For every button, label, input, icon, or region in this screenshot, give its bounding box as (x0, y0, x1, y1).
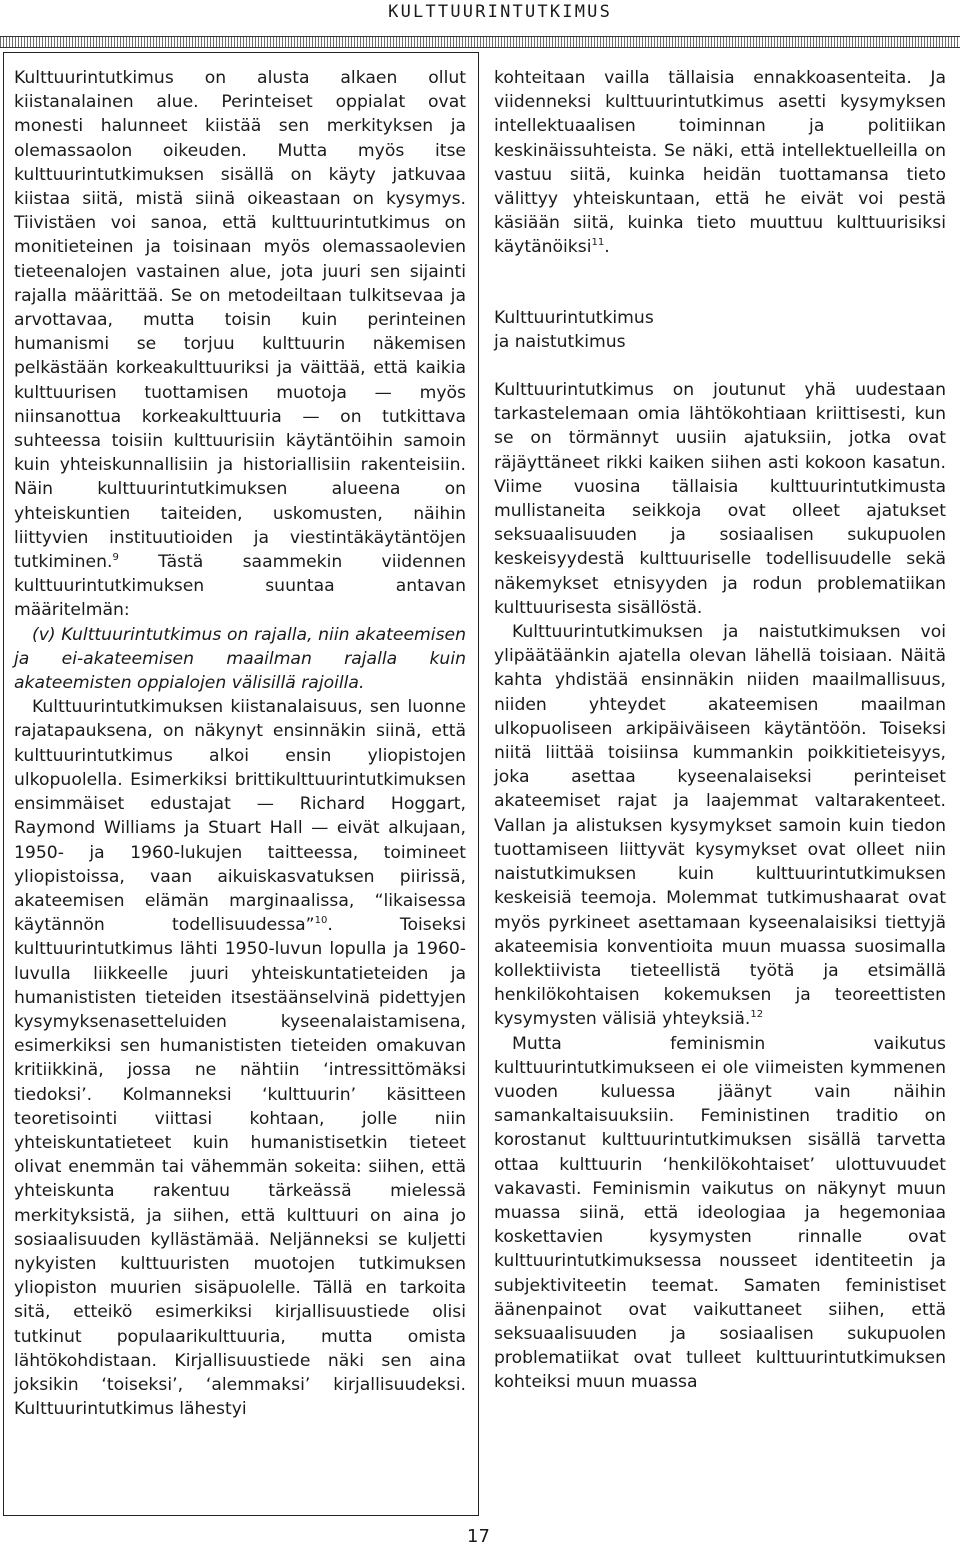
section-heading-line2: ja naistutkimus (494, 331, 626, 352)
footnote-ref-9[interactable]: 9 (112, 552, 119, 564)
paragraph-continued (494, 66, 946, 260)
section-heading (494, 306, 946, 354)
paragraph-contested (14, 695, 466, 1421)
running-title: KULTTUURINTUTKIMUS (388, 2, 612, 22)
header-rule (0, 36, 960, 48)
paragraph-reexamine: Kulttuurintutkimus on joutunut yhä uudestaan tarkastelemaan omia lähtökohtiaan kriittisesti, kun se on törmännyt uusiin ajatuksiin, jotka ovat räjäyttäneet rikki kaiken siihen asti kokoon kasatun. Viime vuosina tällaisia kulttuurintutkimusta mullistaneita seikkoja ovat olleet ajatukset seksuaalisuuden ja sosiaalisen sukupuolen keskeisyydestä kulttuuriselle todellisuudelle sekä näkemykset etnisyyden ja rodun problematiikan kulttuurisesta sisällöstä. (494, 380, 946, 618)
footnote-ref-12[interactable]: 12 (750, 1009, 764, 1021)
paragraph-feminism: Mutta feminismin vaikutus kulttuurintutkimukseen ei ole viimeisten kymmenen vuoden kuluessa jäänyt vain näihin samankaltaisuuksiin. Feministinen traditio on korostanut kulttuurintutkimuksen sisällä tarvetta ottaa kulttuurin ‘henkilökohtaiset’ ulottuvuudet vakavasti. Feminismin vaikutus on näkynyt muun muassa siinä, että ideologiaa ja hegemoniaa koskettavien kysymysten rinnalle ovat kulttuurintutkimuksessa nousseet identiteetin ja subjektiviteetin teemat. Samaten feministiset äänenpainot ovat vaikuttaneet siihen, että seksuaalisuuden ja sosiaalisen sukupuolen problematiikat ovat tulleet kulttuurintutkimuksen kohteiksi muun muassa (494, 1033, 946, 1393)
paragraph-intro (14, 66, 466, 623)
page-number: 17 (467, 1526, 490, 1547)
section-heading-line1: Kulttuurintutkimus (494, 307, 654, 328)
paragraph-contested-tail: . Toiseksi kulttuurintutkimus lähti 1950-luvun lopulla ja 1960-luvulla liikkeelle juuri yhteiskuntatieteiden ja humanististen tieteiden itsestäänselvinä pidettyjen kysymyksenasetteluiden kyseenalaistamisena, esimerkiksi sen humanististen tieteiden omakuvan kritiikkinä, jossa ne nähtiin ‘intressittömäksi tiedoksi’. Kolmanneksi ‘kulttuurin’ käsitteen teoretisointi viittasi kohtaan, jolle niin yhteiskuntatieteet kuin humanistisetkin tieteet olivat enemmän tai vähemmän sokeita: siihen, että yhteiskunta rakentuu tärkeässä mielessä merkityksistä, ja siihen, että kulttuuri on aina jo sosiaalisuuden kyllästämää. Neljänneksi se kuljetti nykyisten kulttuuristen muotojen tutkimuksen yliopiston muurien sisäpuolelle. Tällä en tarkoita sitä, etteikö esimerkiksi kirjallisuustiede olisi tutkinut populaarikulttuuria, mutta omista lähtökohdistaan. Kirjallisuustiede näki sen aina joksikin ‘toiseksi’, ‘alemmaksi’ kirjallisuudeksi. Kulttuurintutkimus lähestyi (14, 915, 466, 1420)
footnote-ref-10[interactable]: 10 (314, 915, 328, 927)
left-column (14, 66, 466, 1421)
paragraph-contested-text: Kulttuurintutkimuksen kiistanalaisuus, sen luonne rajatapauksena, on näkynyt ensinnäkin siinä, että kulttuurintutkimus alkoi ensin yliopistojen ulkopuolella. Esimerkiksi brittikulttuurintutkimuksen ensimmäiset edustajat — Richard Hoggart, Raymond Williams ja Stuart Hall — eivät alkujaan, 1950- ja 1960-lukujen taitteessa, toimineet yliopistoissa, vaan aikuiskasvatuksen piirissä, akateemisen elämän marginaalissa, “likaisessa käytännön todellisuudessa” (14, 697, 466, 936)
definition-v: (v) Kulttuurintutkimus on rajalla, niin akateemisen ja ei-akateemisen maailman rajalla kuin akateemisten oppialojen välisillä rajoilla. (14, 624, 466, 694)
paragraph-intro-text: Kulttuurintutkimus on alusta alkaen ollut kiistanalainen alue. Perinteiset oppialat ovat monesti halunneet kiistää sen merkityksen ja olemassaolon oikeuden. Mutta myös itse kulttuurintutkimuksen sisällä on käyty jatkuvaa kiistaa siitä, mistä siinä oikeastaan on kysymys. Tiivistäen voi sanoa, että kulttuurintutkimus on monitieteinen ja toisinaan myös olemassaolevien tieteenalojen vastainen alue, jota juuri sen sijainti rajalla määrittää. Se on metodeiltaan tulkitsevaa ja arvottavaa, mutta toisin kuin perinteinen humanismi se torjuu kulttuurin näkemisen pelkästään korkeakulttuuriksi ja väittää, että kaikia kulttuurisen tuottamisen muotoja — myös niinsanottua korkeakulttuuria — on tutkittava suhteessa toisiin kulttuurisiin käytäntöihin samoin kuin yhteiskunnallisiin ja historiallisiin rakenteisiin. Näin kulttuurintutkimuksen alueena on yhteiskuntien taiteiden, uskomusten, näihin liittyvien instituutioiden ja viestintäkäytäntöjen tutkiminen. (14, 68, 466, 573)
paragraph-womens-studies-text: Kulttuurintutkimuksen ja naistutkimuksen voi ylipäätäänkin ajatella olevan lähellä toisiaan. Näitä kahta yhdistää ensinnäkin niiden maailmallisuus, niiden yhteydet akateemisen maailman ulkopuoliseen arkipäiväiseen käytäntöön. Toiseksi niitä liittää toisiinsa kummankin poikkitieteisyys, joka asettaa kyseenalaiseksi perinteiset akateemiset rajat ja laajemmat valtarakenteet. Vallan ja alistuksen kysymykset samoin kuin tiedon tuottamiseen liittyvät kysymykset ovat olleet niin naistutkimuksen kuin kulttuurintutkimuksen keskeisiä teemoja. Molemmat tutkimushaarat ovat myös pyrkineet asettamaan kyseenalaisiksi tiettyjä akateemisia konventioita muun muassa suosimalla kollektiivista tieteellistä työtä ja etsimällä henkilökohtaisen kokemuksen ja teoreettisten kysymysten välisiä yhteyksiä. (494, 622, 946, 1030)
paragraph-intro-tail: Tästä saammekin viidennen kulttuurintutkimuksen suuntaa antavan määritelmän: (14, 552, 466, 621)
footnote-ref-11[interactable]: 11 (591, 237, 605, 249)
paragraph-continued-text: kohteitaan vailla tällaisia ennakkoasenteita. Ja viidenneksi kulttuurintutkimus asetti kysymyksen intellektuaalisen toiminnan ja politiikan keskinäissuhteista. Se näki, että intellektuelleilla on vastuu siitä, kuinka heidän tuottamansa tieto välittyy yhteiskuntaan, että he eivät voi pestä käsiään siitä, kuinka tieto muuttuu kulttuurisiksi käytänöiksi (494, 68, 946, 258)
paragraph-womens-studies (494, 620, 946, 1031)
right-column (494, 66, 946, 1395)
paragraph-continued-tail: . (604, 237, 610, 258)
